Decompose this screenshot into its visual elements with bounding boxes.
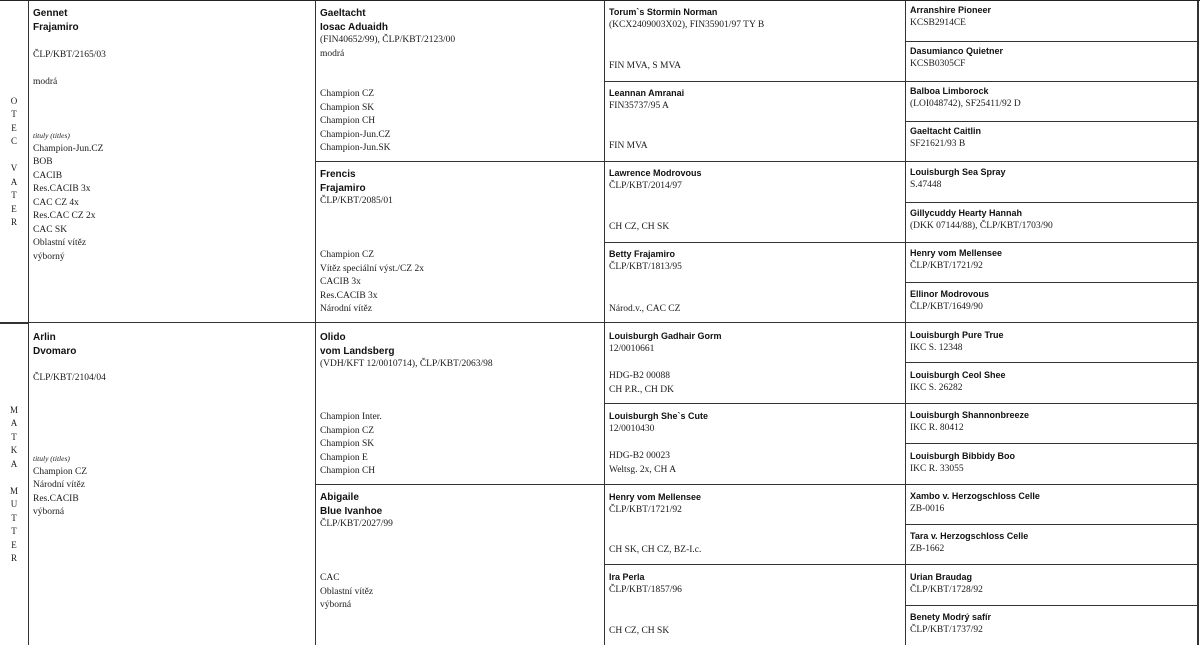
gen4-cell — [905, 162, 1198, 203]
side-letter: R — [10, 553, 17, 563]
dam-titles-label: tituly (titles) — [33, 454, 70, 463]
gen4-cell — [905, 42, 1198, 82]
gen4-cell — [905, 525, 1198, 565]
gen4-cell — [905, 404, 1198, 444]
gen3-name: Ira Perla — [609, 572, 645, 582]
gen4-name: Louisburgh Sea Spray — [910, 167, 1006, 177]
gen3-cell — [604, 323, 905, 404]
gen3-name: Torum`s Stormin Norman — [609, 7, 718, 17]
dam-title: Res.CACIB — [33, 493, 79, 504]
sire-title: CAC SK — [33, 224, 68, 235]
gen4-name: Louisburgh Shannonbreeze — [910, 410, 1030, 420]
gen4-name: Urian Braudag — [910, 572, 973, 582]
gen4-registration: ČLP/KBT/1728/92 — [910, 585, 983, 595]
gen4-name: Ellinor Modrovous — [910, 289, 990, 299]
gen3-cell — [604, 1, 905, 82]
gen2-name: Gaeltacht — [320, 8, 366, 19]
gen3-title: HDG-B2 00088 — [609, 371, 670, 381]
gen2-registration: (VDH/KFT 12/0010714), ČLP/KBT/2063/98 — [320, 359, 493, 369]
gen4-name: Gaeltacht Caitlin — [910, 126, 982, 136]
gen2-title: Champion-Jun.SK — [320, 143, 391, 153]
gen2-title: výborná — [320, 600, 352, 610]
sire-title: CACIB — [33, 170, 63, 181]
gen3-title: CH SK, CH CZ, BZ-I.c. — [609, 545, 702, 555]
gen3-title: CH CZ, CH SK — [609, 626, 670, 636]
gen2-registration: ČLP/KBT/2085/01 — [320, 196, 393, 206]
gen3-title: FIN MVA, S MVA — [609, 61, 681, 71]
sire-titles-label: tituly (titles) — [33, 131, 70, 140]
gen2-name: Olido — [320, 332, 346, 343]
side-letter: K — [10, 445, 18, 455]
gen4-registration: IKC S. 12348 — [910, 343, 963, 353]
gen4-cell — [905, 363, 1198, 404]
gen2-cell-dam-sire — [315, 323, 604, 485]
gen3-registration: (KCX2409003X02), FIN35901/97 TY B — [609, 20, 765, 30]
gen2-registration: (FIN40652/99), ČLP/KBT/2123/00 — [320, 35, 456, 45]
side-letter: A — [10, 418, 18, 428]
dam-title: výborná — [33, 507, 65, 517]
gen2-title: Res.CACIB 3x — [320, 290, 378, 301]
side-letter: E — [11, 122, 17, 133]
side-label-father — [0, 1, 28, 323]
gen4-cell — [905, 82, 1198, 122]
gen3-title: CH CZ, CH SK — [609, 222, 670, 232]
gen4-registration: IKC R. 33055 — [910, 464, 964, 474]
gen4-registration: IKC S. 26282 — [910, 383, 963, 393]
sire-registration: ČLP/KBT/2165/03 — [33, 50, 106, 60]
gen2-cell-dam-dam — [315, 485, 604, 645]
side-letter: A — [10, 458, 18, 469]
gen4-name: Louisburgh Bibbidy Boo — [910, 451, 1015, 461]
dam-title: Národní vítěz — [33, 480, 85, 490]
gen4-registration: IKC R. 80412 — [910, 423, 964, 433]
gen4-registration: ZB-1662 — [910, 544, 945, 554]
side-letter: E — [11, 203, 17, 214]
gen4-cell — [905, 283, 1198, 323]
gen2-name: Blue Ivanhoe — [320, 505, 383, 517]
gen3-title: Weltsg. 2x, CH A — [609, 465, 677, 475]
gen2-title: Champion SK — [320, 439, 375, 449]
gen4-name: Arranshire Pioneer — [910, 5, 992, 15]
gen3-name: Betty Frajamiro — [609, 249, 676, 259]
gen4-name: Henry vom Mellensee — [910, 248, 1003, 258]
sire-cell — [28, 1, 315, 323]
gen4-cell — [905, 323, 1198, 363]
gen3-name: Louisburgh Gadhair Gorm — [609, 331, 722, 341]
gen2-name: Frencis — [320, 169, 356, 180]
gen4-registration: KCSB2914CE — [910, 18, 966, 28]
side-letter: T — [11, 190, 17, 200]
gen4-cell — [905, 1, 1198, 42]
sire-title: výborný — [33, 251, 65, 262]
gen2-title: Champion CZ — [320, 89, 375, 99]
sire-title: Res.CAC CZ 2x — [33, 211, 96, 221]
gen3-cell — [604, 404, 905, 485]
sire-color: modrá — [33, 77, 58, 87]
gen4-registration: KCSB0305CF — [910, 59, 966, 69]
gen3-title: FIN MVA — [609, 141, 648, 151]
sire-title: Res.CACIB 3x — [33, 184, 91, 194]
gen2-title: Champion CH — [320, 466, 376, 476]
sire-title: Champion-Jun.CZ — [33, 143, 104, 154]
sire-title: CAC CZ 4x — [33, 197, 79, 208]
gen4-cell — [905, 203, 1198, 243]
gen2-name: Iosac Aduaidh — [320, 21, 388, 33]
gen2-cell-sire-dam — [315, 162, 604, 323]
side-letter: A — [10, 176, 18, 187]
gen3-registration: 12/0010430 — [609, 424, 655, 434]
gen2-title: CAC — [320, 573, 340, 583]
gen2-title: Champion Inter. — [320, 412, 382, 422]
side-letter: T — [11, 109, 17, 119]
gen2-title: Champion-Jun.CZ — [320, 129, 391, 140]
dam-name-line2: Dvomaro — [33, 345, 77, 357]
gen3-cell — [604, 162, 905, 243]
side-letter: R — [10, 217, 17, 227]
gen4-name: Xambo v. Herzogschloss Celle — [910, 491, 1040, 501]
side-letter: V — [10, 163, 18, 173]
dam-title: Champion CZ — [33, 466, 88, 477]
gen4-name: Dasumianco Quietner — [910, 46, 1004, 56]
gen4-registration: ČLP/KBT/1649/90 — [910, 302, 983, 312]
side-letter: T — [11, 512, 17, 523]
gen4-name: Louisburgh Pure True — [910, 330, 1004, 340]
sire-name-line2: Frajamiro — [33, 21, 79, 33]
gen2-name: Abigaile — [320, 492, 359, 503]
gen2-title: Champion CZ — [320, 425, 375, 436]
gen3-name: Leannan Amranai — [609, 88, 685, 98]
sire-title: BOB — [33, 157, 53, 167]
sire-title: Oblastní vítěz — [33, 238, 87, 248]
gen2-title: Vítěz speciální výst./CZ 2x — [320, 263, 424, 274]
gen3-registration: FIN35737/95 A — [609, 101, 669, 111]
gen4-cell — [905, 606, 1198, 645]
side-letter: O — [10, 95, 18, 106]
gen3-cell — [604, 243, 905, 323]
side-letter: E — [11, 539, 17, 550]
gen4-column — [905, 1, 1200, 645]
gen2-title: Oblastní vítěz — [320, 586, 374, 597]
gen3-title: Národ.v., CAC CZ — [609, 304, 681, 314]
side-letter: M — [9, 404, 18, 415]
gen3-registration: ČLP/KBT/1857/96 — [609, 585, 682, 595]
gen2-title: Champion E — [320, 452, 368, 463]
gen4-name: Gillycuddy Hearty Hannah — [910, 208, 1023, 218]
gen4-registration: ČLP/KBT/1721/92 — [910, 261, 983, 271]
dam-name-line1: Arlin — [33, 332, 56, 343]
gen2-title: Champion SK — [320, 102, 375, 113]
gen3-title: CH P.R., CH DK — [609, 385, 674, 395]
side-letter: C — [10, 136, 17, 146]
gen4-cell — [905, 565, 1198, 606]
gen3-cell — [604, 565, 905, 645]
gen2-title: Champion CZ — [320, 250, 375, 260]
gen2-name: Frajamiro — [320, 182, 366, 194]
gen4-registration: (LOI048742), SF25411/92 D — [910, 99, 1021, 109]
gen4-cell — [905, 122, 1198, 162]
gen2-title: Národní vítěz — [320, 304, 372, 314]
side-divider — [0, 322, 28, 324]
gen2-registration: ČLP/KBT/2027/99 — [320, 519, 393, 529]
side-letter: M — [9, 485, 18, 496]
side-letter: U — [10, 499, 18, 509]
sire-name-line1: Gennet — [33, 8, 68, 19]
gen3-title: HDG-B2 00023 — [609, 451, 670, 461]
gen2-title: CACIB 3x — [320, 277, 361, 287]
gen4-registration: SF21621/93 B — [910, 139, 966, 149]
gen4-registration: ZB-0016 — [910, 504, 945, 514]
gen4-cell — [905, 485, 1198, 525]
gen4-name: Louisburgh Ceol Shee — [910, 370, 1006, 380]
gen3-registration: ČLP/KBT/1721/92 — [609, 505, 682, 515]
gen3-cell — [604, 82, 905, 162]
gen4-registration: (DKK 07144/88), ČLP/KBT/1703/90 — [910, 221, 1053, 231]
dam-cell — [28, 323, 315, 645]
gen4-name: Balboa Limborock — [910, 86, 989, 96]
gen3-name: Lawrence Modrovous — [609, 168, 702, 178]
gen3-cell — [604, 485, 905, 565]
gen2-name: vom Landsberg — [320, 345, 395, 357]
gen3-name: Louisburgh She`s Cute — [609, 411, 708, 421]
gen3-registration: ČLP/KBT/2014/97 — [609, 181, 682, 191]
gen4-registration: ČLP/KBT/1737/92 — [910, 625, 983, 635]
gen4-name: Benety Modrý safír — [910, 612, 992, 622]
side-letter: T — [11, 526, 17, 536]
side-label-mother — [0, 323, 28, 645]
gen4-registration: S.47448 — [910, 180, 942, 190]
gen3-name: Henry vom Mellensee — [609, 492, 702, 502]
gen4-cell — [905, 243, 1198, 283]
gen4-cell — [905, 444, 1198, 485]
gen2-title: Champion CH — [320, 116, 376, 126]
gen2-cell-sire-sire — [315, 1, 604, 162]
right-border — [1197, 1, 1199, 645]
side-letter: T — [11, 431, 17, 442]
gen4-name: Tara v. Herzogschloss Celle — [910, 531, 1029, 541]
gen2-color: modrá — [320, 48, 345, 59]
gen3-registration: ČLP/KBT/1813/95 — [609, 262, 682, 272]
dam-registration: ČLP/KBT/2104/04 — [33, 373, 106, 383]
gen3-registration: 12/0010661 — [609, 344, 655, 354]
